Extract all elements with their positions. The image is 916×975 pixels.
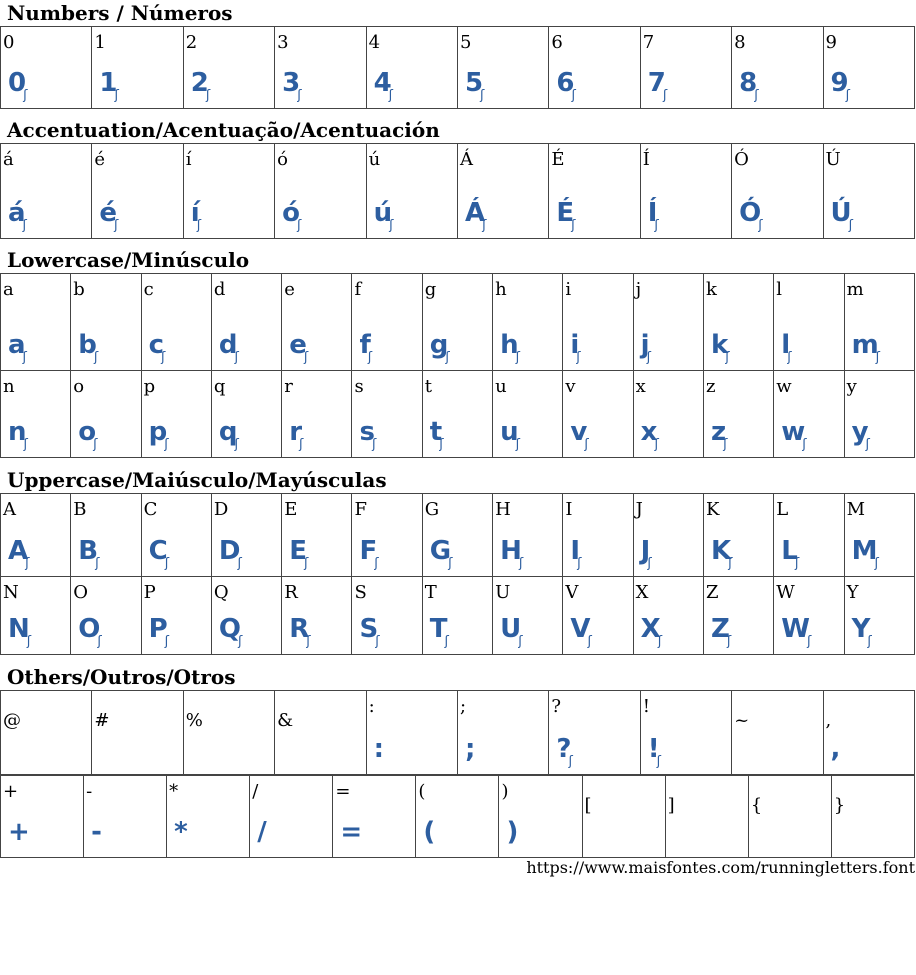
glyph-sample: L ʃ <box>781 536 799 571</box>
glyph-cell <box>774 577 844 655</box>
char-label: Q <box>213 582 229 603</box>
glyph-cell <box>366 691 457 775</box>
footer-url-link[interactable]: https://www.maisfontes.com/runningletters.font <box>526 858 915 877</box>
char-label: u <box>495 376 507 397</box>
glyph-sample: R ʃ <box>289 614 310 649</box>
glyph-cell <box>352 274 422 371</box>
char-label: v <box>565 376 576 397</box>
glyph-cell <box>703 371 773 458</box>
glyph-cell <box>141 274 211 371</box>
glyph-sample: í ʃ <box>191 198 201 233</box>
glyph-sample: K ʃ <box>711 536 733 571</box>
glyph-sample: ( <box>423 817 436 847</box>
char-label: ; <box>459 696 467 717</box>
glyph-cell <box>774 494 844 577</box>
glyph-sample: 2 ʃ <box>191 68 210 103</box>
glyph-cell <box>71 371 141 458</box>
char-label: 2 <box>185 32 198 53</box>
glyph-sample: * <box>174 817 188 847</box>
glyph-cell <box>703 494 773 577</box>
char-label: } <box>833 795 846 816</box>
glyph-sample: T ʃ <box>430 614 449 649</box>
glyph-cell <box>493 274 563 371</box>
char-label: Z <box>705 582 719 603</box>
char-label: t <box>424 376 433 397</box>
glyph-sample: V ʃ <box>570 614 592 649</box>
char-label: W <box>776 582 795 603</box>
glyph-cell <box>211 274 281 371</box>
char-label: / <box>252 781 259 802</box>
glyph-sample: c ʃ <box>149 330 166 365</box>
char-label: - <box>86 781 93 802</box>
char-label: c <box>143 279 154 300</box>
char-label: É <box>551 149 565 170</box>
glyph-cell <box>211 494 281 577</box>
glyph-cell <box>366 27 457 109</box>
glyph-cell <box>703 274 773 371</box>
glyph-cell <box>1 494 71 577</box>
section-title-numbers: Numbers / Números <box>7 1 233 25</box>
char-label: , <box>825 710 832 731</box>
glyph-cell <box>549 27 640 109</box>
char-label: m <box>846 279 864 300</box>
glyph-cell <box>582 776 665 858</box>
char-label: 3 <box>277 32 289 53</box>
char-label: Á <box>459 149 473 170</box>
glyph-cell <box>640 27 731 109</box>
glyph-sample: / <box>257 817 267 847</box>
char-label: D <box>213 499 229 520</box>
glyph-cell <box>732 691 823 775</box>
glyph-cell <box>282 274 352 371</box>
char-label: w <box>776 376 792 397</box>
char-label: e <box>284 279 295 300</box>
char-label: k <box>705 279 717 300</box>
glyph-sample: Z ʃ <box>711 614 731 649</box>
glyph-sample: É ʃ <box>556 198 575 233</box>
char-label: & <box>277 710 294 731</box>
char-label: l <box>776 279 783 300</box>
char-label: y <box>846 376 857 397</box>
glyph-sample: B ʃ <box>78 536 99 571</box>
glyph-sample: k ʃ <box>711 330 730 365</box>
char-label: M <box>846 499 865 520</box>
char-label: p <box>143 376 156 397</box>
char-label: ó <box>277 149 289 170</box>
glyph-sample: u ʃ <box>500 417 520 452</box>
glyph-cell <box>549 144 640 239</box>
glyph-cell <box>633 494 703 577</box>
glyph-cell <box>823 27 914 109</box>
glyph-sample: F ʃ <box>359 536 378 571</box>
char-label: 6 <box>551 32 563 53</box>
glyph-sample: ? ʃ <box>556 734 572 769</box>
char-label: O <box>73 582 89 603</box>
char-label: Ú <box>825 149 841 170</box>
section-title-accents: Accentuation/Acentuação/Acentuación <box>7 118 440 142</box>
char-label: x <box>635 376 646 397</box>
glyph-sample: - <box>91 817 102 847</box>
glyph-cell <box>250 776 333 858</box>
glyph-sample: U ʃ <box>500 614 523 649</box>
char-label: [ <box>584 795 592 816</box>
glyph-cell <box>633 577 703 655</box>
glyph-sample: G ʃ <box>430 536 453 571</box>
glyph-sample: M ʃ <box>852 536 879 571</box>
char-label: X <box>635 582 649 603</box>
glyph-cell <box>1 371 71 458</box>
glyph-cell <box>275 691 366 775</box>
glyph-sample: b ʃ <box>78 330 98 365</box>
glyph-cell <box>1 691 92 775</box>
char-label: I <box>565 499 573 520</box>
glyph-sample: 0 ʃ <box>8 68 27 103</box>
glyph-sample: : <box>373 734 384 764</box>
char-label: z <box>705 376 716 397</box>
char-label: K <box>705 499 720 520</box>
glyph-sample: H ʃ <box>500 536 523 571</box>
glyph-sample: E ʃ <box>289 536 308 571</box>
section-title-uppercase: Uppercase/Maiúsculo/Mayúsculas <box>7 468 387 492</box>
glyph-cell <box>422 371 492 458</box>
char-label: ? <box>551 696 561 717</box>
char-label: ú <box>368 149 381 170</box>
glyph-sample: Ú ʃ <box>831 198 854 233</box>
glyph-sample: ó ʃ <box>282 198 301 233</box>
char-label: d <box>213 279 226 300</box>
char-label: @ <box>3 710 21 731</box>
glyph-sample: D ʃ <box>219 536 242 571</box>
char-label: a <box>3 279 14 300</box>
glyph-sample: 6 ʃ <box>556 68 575 103</box>
char-label: : <box>368 696 375 717</box>
accents-grid <box>0 143 915 239</box>
glyph-sample: j ʃ <box>641 330 651 365</box>
glyph-cell <box>422 494 492 577</box>
char-label: h <box>495 279 507 300</box>
char-label: ! <box>642 696 650 717</box>
glyph-sample: ! ʃ <box>648 734 661 769</box>
glyph-sample: s ʃ <box>359 417 376 452</box>
glyph-cell <box>774 371 844 458</box>
char-label: V <box>565 582 579 603</box>
glyph-cell <box>282 371 352 458</box>
char-label: ( <box>418 781 426 802</box>
char-label: F <box>354 499 367 520</box>
glyph-cell <box>844 274 914 371</box>
glyph-sample: Q ʃ <box>219 614 242 649</box>
glyph-cell <box>844 494 914 577</box>
glyph-sample: ) <box>506 817 519 847</box>
section-title-others: Others/Outros/Otros <box>7 665 236 689</box>
char-label: 4 <box>368 32 381 53</box>
glyph-sample: 9 ʃ <box>831 68 850 103</box>
glyph-cell <box>732 144 823 239</box>
glyph-cell <box>211 577 281 655</box>
glyph-cell <box>1 144 92 239</box>
glyph-cell <box>352 577 422 655</box>
char-label: j <box>635 279 642 300</box>
glyph-cell <box>703 577 773 655</box>
section-title-lowercase: Lowercase/Minúsculo <box>7 248 250 272</box>
glyph-sample: Y ʃ <box>852 614 872 649</box>
glyph-cell <box>457 691 548 775</box>
char-label: ] <box>667 795 675 816</box>
glyph-cell <box>563 371 633 458</box>
char-label: 9 <box>825 32 837 53</box>
char-label: U <box>495 582 511 603</box>
glyph-cell <box>275 27 366 109</box>
glyph-sample: W ʃ <box>781 614 811 649</box>
char-label: Í <box>642 149 650 170</box>
glyph-cell <box>633 371 703 458</box>
glyph-cell <box>71 577 141 655</box>
char-label: T <box>424 582 437 603</box>
glyph-sample: m ʃ <box>852 330 880 365</box>
char-label: B <box>73 499 87 520</box>
glyph-cell <box>774 274 844 371</box>
char-label: 1 <box>94 32 106 53</box>
glyph-sample: Á ʃ <box>465 198 487 233</box>
glyph-cell <box>352 371 422 458</box>
glyph-sample: I ʃ <box>570 536 581 571</box>
char-label: í <box>185 149 192 170</box>
glyph-sample: = <box>340 817 363 847</box>
glyph-sample: q ʃ <box>219 417 239 452</box>
others-grid-row1 <box>0 690 915 775</box>
char-label: 8 <box>734 32 746 53</box>
glyph-sample: é ʃ <box>99 198 118 233</box>
char-label: 0 <box>3 32 15 53</box>
glyph-sample: h ʃ <box>500 330 520 365</box>
glyph-sample: o ʃ <box>78 417 97 452</box>
glyph-cell <box>563 274 633 371</box>
glyph-cell <box>211 371 281 458</box>
char-label: S <box>354 582 367 603</box>
char-label: G <box>424 499 440 520</box>
char-label: é <box>94 149 106 170</box>
glyph-cell <box>1 577 71 655</box>
char-label: g <box>424 279 437 300</box>
glyph-sample: ; <box>464 734 476 764</box>
glyph-cell <box>141 371 211 458</box>
glyph-cell <box>352 494 422 577</box>
glyph-sample: X ʃ <box>641 614 662 649</box>
glyph-sample: 7 ʃ <box>648 68 667 103</box>
glyph-sample: e ʃ <box>289 330 308 365</box>
glyph-sample: O ʃ <box>78 614 101 649</box>
char-label: ~ <box>734 710 750 731</box>
glyph-sample: ú ʃ <box>374 198 394 233</box>
glyph-cell <box>416 776 499 858</box>
glyph-sample: d ʃ <box>219 330 239 365</box>
glyph-sample: x ʃ <box>641 417 659 452</box>
glyph-cell <box>493 371 563 458</box>
glyph-sample: n ʃ <box>8 417 28 452</box>
char-label: Ó <box>734 149 749 170</box>
glyph-sample: w ʃ <box>781 417 806 452</box>
glyph-sample: g ʃ <box>430 330 450 365</box>
char-label: o <box>73 376 85 397</box>
glyph-cell <box>640 691 731 775</box>
numbers-grid <box>0 26 915 109</box>
glyph-sample: f ʃ <box>359 330 372 365</box>
char-label: + <box>3 781 19 802</box>
glyph-cell <box>282 577 352 655</box>
char-label: * <box>169 781 179 802</box>
char-label: s <box>354 376 364 397</box>
glyph-cell <box>732 27 823 109</box>
char-label: L <box>776 499 789 520</box>
glyph-cell <box>499 776 582 858</box>
glyph-cell <box>275 144 366 239</box>
glyph-cell <box>823 691 914 775</box>
glyph-cell <box>844 371 914 458</box>
glyph-sample: N ʃ <box>8 614 31 649</box>
char-label: J <box>635 499 643 520</box>
glyph-sample: a ʃ <box>8 330 27 365</box>
char-label: E <box>284 499 298 520</box>
glyph-sample: z ʃ <box>711 417 728 452</box>
glyph-sample: + <box>8 817 30 847</box>
glyph-sample: Ó ʃ <box>739 198 762 233</box>
glyph-cell <box>823 144 914 239</box>
glyph-cell <box>748 776 831 858</box>
glyph-cell <box>831 776 914 858</box>
glyph-sample: á ʃ <box>8 198 27 233</box>
glyph-cell <box>92 144 183 239</box>
glyph-sample: S ʃ <box>359 614 379 649</box>
char-label: f <box>354 279 362 300</box>
glyph-cell <box>167 776 250 858</box>
glyph-cell <box>633 274 703 371</box>
glyph-cell <box>457 144 548 239</box>
char-label: n <box>3 376 15 397</box>
glyph-sample: v ʃ <box>570 417 588 452</box>
others-grid-row2 <box>0 775 915 858</box>
uppercase-grid <box>0 493 915 655</box>
lowercase-grid <box>0 273 915 458</box>
glyph-sample: J ʃ <box>641 536 652 571</box>
glyph-cell <box>92 27 183 109</box>
char-label: = <box>335 781 351 802</box>
glyph-sample: r ʃ <box>289 417 303 452</box>
glyph-cell <box>549 691 640 775</box>
glyph-sample: y ʃ <box>852 417 870 452</box>
glyph-cell <box>493 494 563 577</box>
char-label: { <box>750 795 763 816</box>
char-label: 5 <box>459 32 472 53</box>
glyph-cell <box>563 494 633 577</box>
glyph-cell <box>183 27 274 109</box>
glyph-sample: 5 ʃ <box>465 68 484 103</box>
glyph-cell <box>366 144 457 239</box>
glyph-cell <box>92 691 183 775</box>
glyph-sample: p ʃ <box>149 417 169 452</box>
char-label: A <box>3 499 16 520</box>
glyph-sample: A ʃ <box>8 536 30 571</box>
glyph-cell <box>493 577 563 655</box>
glyph-cell <box>183 691 274 775</box>
char-label: b <box>73 279 85 300</box>
glyph-cell <box>422 577 492 655</box>
glyph-sample: 3 ʃ <box>282 68 301 103</box>
glyph-cell <box>84 776 167 858</box>
glyph-cell <box>665 776 748 858</box>
glyph-cell <box>1 274 71 371</box>
glyph-cell <box>333 776 416 858</box>
glyph-cell <box>141 494 211 577</box>
glyph-cell <box>640 144 731 239</box>
char-label: C <box>143 499 158 520</box>
char-label: P <box>143 582 156 603</box>
char-label: H <box>495 499 511 520</box>
glyph-cell <box>1 27 92 109</box>
char-label: Y <box>846 582 859 603</box>
char-label: ) <box>501 781 509 802</box>
glyph-cell <box>457 27 548 109</box>
glyph-sample: i ʃ <box>570 330 580 365</box>
glyph-cell <box>71 274 141 371</box>
glyph-cell <box>282 494 352 577</box>
glyph-sample: , <box>830 734 841 764</box>
glyph-sample: 8 ʃ <box>739 68 758 103</box>
char-label: % <box>185 710 203 731</box>
glyph-cell <box>183 144 274 239</box>
glyph-cell <box>71 494 141 577</box>
glyph-cell <box>563 577 633 655</box>
glyph-cell <box>141 577 211 655</box>
glyph-sample: P ʃ <box>149 614 169 649</box>
char-label: N <box>3 582 19 603</box>
glyph-cell <box>1 776 84 858</box>
glyph-sample: l ʃ <box>781 330 791 365</box>
char-label: R <box>284 582 298 603</box>
char-label: á <box>3 149 14 170</box>
char-label: # <box>94 710 110 731</box>
glyph-sample: Í ʃ <box>648 198 659 233</box>
glyph-cell <box>422 274 492 371</box>
char-label: i <box>565 279 572 300</box>
glyph-sample: t ʃ <box>430 417 444 452</box>
glyph-cell <box>844 577 914 655</box>
char-label: 7 <box>642 32 655 53</box>
char-label: q <box>213 376 226 397</box>
char-label: r <box>284 376 293 397</box>
glyph-sample: 4 ʃ <box>374 68 393 103</box>
glyph-sample: C ʃ <box>149 536 169 571</box>
glyph-sample: 1 ʃ <box>99 68 118 103</box>
